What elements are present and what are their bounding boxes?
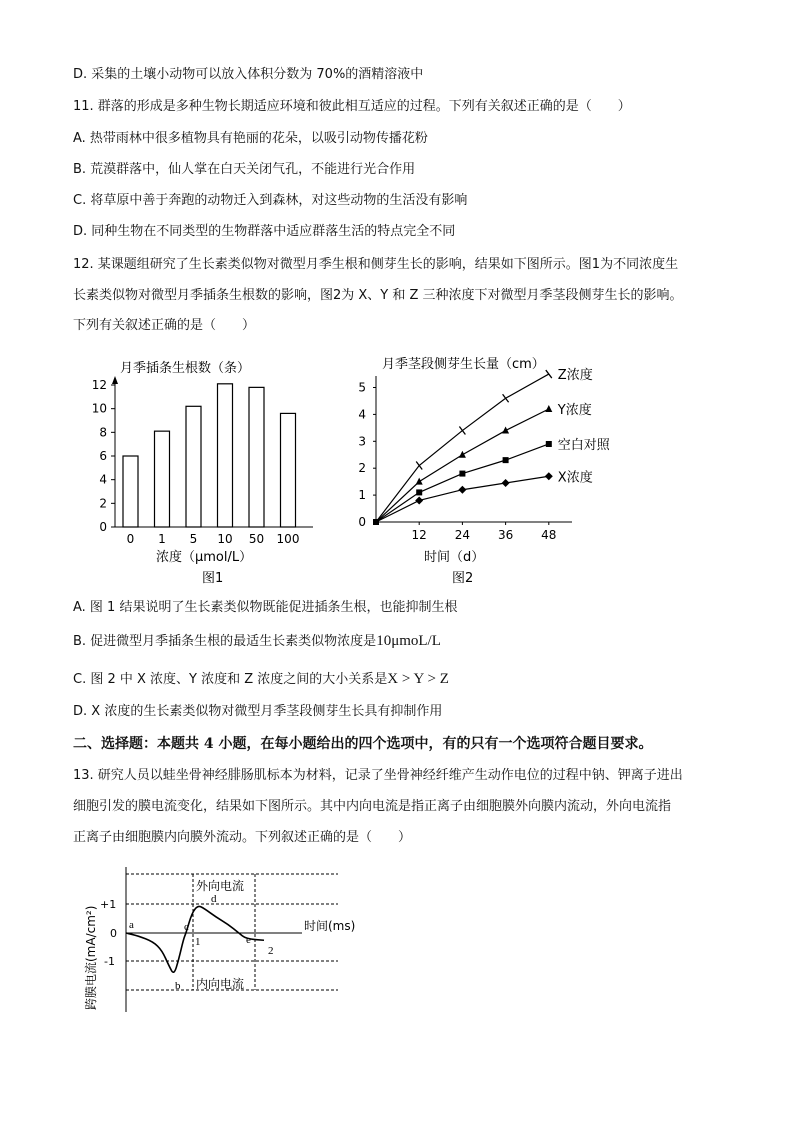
fig2-caption: 图2 — [452, 571, 474, 586]
fig2-point — [416, 489, 422, 495]
fig3-point-c: c — [184, 921, 189, 933]
fig1-y-arrow — [112, 376, 118, 384]
fig1-ytick-label: 12 — [91, 378, 107, 392]
fig2-point — [503, 394, 509, 402]
fig2-series-line — [376, 374, 549, 522]
q12-option-a: A. 图 1 结果说明了生长素类似物既能促进插条生根，也能抑制生根 — [73, 600, 458, 615]
fig2-ytick-label: 3 — [358, 434, 366, 449]
figure-2-line-chart — [352, 350, 632, 590]
fig2-point — [459, 427, 465, 435]
fig1-title: 月季插条生根数（条） — [120, 361, 251, 376]
fig2-ytick-label: 2 — [358, 461, 366, 476]
q12-stem-line-2: 长素类似物对微型月季插条生根数的影响，图2为 X、Y 和 Z 三种浓度下对微型月季茎段侧芽生长的影响。 — [73, 288, 683, 303]
fig3-xlabel: 时间(ms) — [304, 919, 356, 933]
fig1-bar — [123, 456, 138, 527]
fig1-xtick-label: 10 — [217, 532, 233, 546]
fig1-xtick-label: 100 — [276, 532, 300, 546]
fig2-series-line — [376, 476, 549, 522]
fig2-legend-label: 空白对照 — [557, 437, 610, 453]
fig1-ytick-label: 8 — [99, 425, 107, 440]
fig1-xlabel: 浓度（μmol/L） — [156, 550, 253, 565]
fig2-point — [545, 472, 553, 480]
fig1-bar — [218, 384, 233, 527]
section-2-heading: 二、选择题：本题共 4 小题，在每小题给出的四个选项中，有的只有一个选项符合题目要求。 — [73, 736, 653, 752]
fig3-ytick-zero: 0 — [110, 927, 117, 940]
fig1-xtick-label: 1 — [158, 532, 166, 546]
q12-option-c — [73, 670, 449, 689]
fig2-xtick-label: 48 — [541, 528, 557, 542]
fig2-ytick-label: 5 — [358, 380, 366, 395]
fig1-bar — [281, 413, 296, 527]
fig2-series-line — [376, 409, 549, 522]
q13-stem-line-3: 正离子由细胞膜内向膜外流动。下列叙述正确的是（ ） — [73, 830, 412, 845]
fig1-bar — [249, 387, 264, 527]
fig2-title: 月季茎段侧芽生长量（cm） — [382, 357, 545, 372]
q11-option-a: A. 热带雨林中很多植物具有艳丽的花朵，以吸引动物传播花粉 — [73, 131, 428, 146]
fig3-tick-2: 2 — [268, 945, 274, 957]
fig1-ytick-label: 6 — [99, 449, 107, 463]
fig2-ytick-label: 0 — [358, 515, 366, 529]
fig2-point — [546, 441, 552, 447]
fig2-point — [459, 471, 465, 477]
q11-option-c: C. 将草原中善于奔跑的动物迁入到森林，对这些动物的生活没有影响 — [73, 193, 468, 208]
fig2-ytick-label: 1 — [358, 488, 366, 503]
q12-option-d: D. X 浓度的生长素类似物对微型月季茎段侧芽生长具有抑制作用 — [73, 704, 443, 719]
fig2-ytick-label: 4 — [358, 407, 366, 422]
fig1-ytick-label: 0 — [99, 520, 107, 534]
fig2-point — [546, 370, 552, 378]
figure-1-bar-chart — [88, 350, 333, 590]
q11-stem: 11. 群落的形成是多种生物长期适应环境和彼此相互适应的过程。下列有关叙述正确的是（ ） — [73, 99, 631, 114]
q12-stem-line-1: 12. 某课题组研究了生长素类似物对微型月季生根和侧芽生长的影响，结果如下图所示。图1为不同浓度生 — [73, 257, 679, 272]
fig1-xtick-label: 5 — [189, 532, 198, 546]
fig2-point — [545, 405, 552, 412]
fig2-xtick-label: 12 — [411, 528, 427, 542]
q11-option-d: D. 同种生物在不同类型的生物群落中适应群落生活的特点完全不同 — [73, 224, 456, 239]
fig2-point — [459, 451, 466, 458]
membrane-current-chart — [80, 862, 380, 1022]
fig2-legend-label: Z浓度 — [557, 368, 593, 384]
q12-option-b — [73, 632, 441, 651]
fig1-xtick-label: 0 — [126, 532, 135, 546]
q12-stem-line-3: 下列有关叙述正确的是（ ） — [73, 318, 256, 333]
fig3-point-b: b — [175, 980, 181, 992]
fig1-ytick-label: 2 — [99, 496, 107, 511]
fig2-point — [502, 479, 510, 487]
fig2-point — [415, 496, 423, 504]
fig3-outward-label: 外向电流 — [196, 879, 245, 893]
q12-option-b-text: B. 促进微型月季插条生根的最适生长素类似物浓度是 — [73, 634, 377, 649]
fig3-ytick-minus1: -1 — [104, 955, 115, 968]
q13-stem-line-1: 13. 研究人员以蛙坐骨神经腓肠肌标本为材料，记录了坐骨神经纤维产生动作电位的过程中钠、钾离子进出 — [73, 768, 683, 783]
q12-option-c-text: C. 图 2 中 X 浓度、Y 浓度和 Z 浓度之间的大小关系是 — [73, 672, 388, 687]
fig2-point — [416, 478, 423, 485]
fig3-point-d: d — [211, 893, 217, 905]
fig3-ylabel: 跨膜电流(mA/cm²) — [84, 905, 98, 1010]
fig3-ytick-plus1: +1 — [100, 898, 117, 911]
fig2-legend-label: X浓度 — [557, 470, 593, 486]
fig3-inward-label: 内向电流 — [196, 977, 245, 991]
q11-option-b: B. 荒漠群落中，仙人掌在白天关闭气孔，不能进行光合作用 — [73, 162, 416, 177]
fig1-caption: 图1 — [202, 571, 224, 586]
fig3-tick-1: 1 — [195, 936, 201, 948]
fig1-bar — [186, 406, 201, 527]
q12-option-c-value: X > Y > Z — [387, 671, 449, 687]
fig2-point — [502, 427, 509, 434]
q10-option-d: D. 采集的土壤小动物可以放入体积分数为 70%的酒精溶液中 — [73, 67, 424, 82]
fig1-ytick-label: 4 — [99, 472, 107, 487]
fig2-legend-label: Y浓度 — [557, 403, 592, 419]
fig1-xtick-label: 50 — [248, 532, 265, 546]
fig2-xtick-label: 36 — [497, 528, 514, 542]
fig2-point — [373, 519, 379, 525]
fig1-bar — [155, 431, 170, 527]
q13-stem-line-2: 细胞引发的膜电流变化，结果如下图所示。其中内向电流是指正离子由细胞膜外向膜内流动，外向电流指 — [73, 799, 672, 814]
fig2-point — [458, 486, 466, 494]
fig3-point-e: e — [246, 934, 251, 946]
fig2-xtick-label: 24 — [454, 528, 471, 542]
fig1-ytick-label: 10 — [91, 401, 107, 416]
fig2-xlabel: 时间（d） — [424, 550, 485, 565]
fig2-point — [503, 457, 509, 463]
q12-option-b-value: 10μmoL/L — [376, 633, 441, 649]
fig3-point-a: a — [129, 919, 134, 931]
